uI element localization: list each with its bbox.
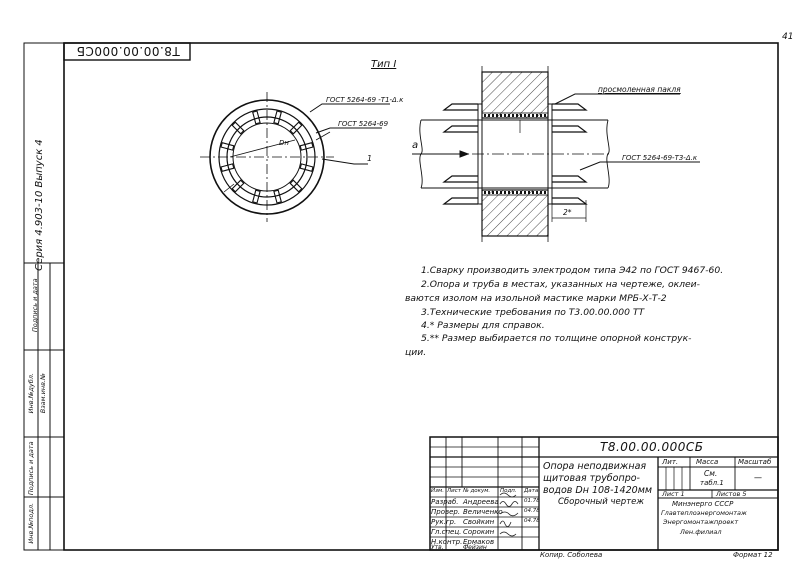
- mass-header: Масса: [696, 458, 719, 466]
- format-label: Формат 12: [733, 551, 773, 559]
- diameter-label: Dн: [279, 139, 289, 147]
- date: 04.78: [524, 508, 540, 514]
- tarred-tow-label: просмоленная пакля: [598, 85, 681, 94]
- title-line: Сборочный чертеж: [558, 497, 644, 507]
- role: Рук.гр.: [431, 518, 457, 526]
- col-header-list: Лист: [447, 488, 461, 494]
- left-strip-cell: Подпись и дата: [30, 278, 39, 333]
- rib: [232, 180, 244, 192]
- rib: [253, 190, 260, 203]
- front-view: [200, 92, 390, 222]
- note-line: 3.Технические требования по Т3.00.00.000 ТТ: [421, 307, 645, 318]
- mass-value: См.: [704, 469, 718, 478]
- org-line: Лен.филиал: [680, 528, 722, 536]
- doc-code: Т8.00.00.000СБ: [600, 440, 704, 454]
- name: Сорокин: [463, 528, 495, 536]
- note-line: 1.Сварку производить электродом типа Э42 по ГОСТ 9467-60.: [421, 265, 724, 276]
- page-number: 41: [782, 32, 794, 42]
- col-header-sign: Подп.: [500, 488, 517, 494]
- name: Ермаков: [463, 538, 495, 546]
- gost-weld-label-2: ГОСТ 5264-69-Т3-Δ.к: [622, 154, 698, 162]
- role: Провер.: [431, 508, 461, 516]
- lit-header: Лит.: [662, 458, 679, 466]
- role: Разраб.: [431, 498, 459, 506]
- left-strip-cell: Инв.№дубл.: [26, 373, 35, 414]
- date: 01.78: [524, 498, 540, 504]
- mass-value-2: табл.1: [700, 479, 724, 487]
- name: Фейзин: [463, 544, 487, 551]
- title-line: водов Dн 108-1420мм: [543, 485, 653, 496]
- note-line: ваются изолом на изольной мастике марки МРБ-Х-Т-2: [405, 293, 667, 304]
- note-line: ции.: [405, 347, 427, 358]
- org-line: Энергомонтажпроект: [663, 518, 739, 526]
- view-title: Тип I: [371, 59, 397, 70]
- col-header-date: Дата: [524, 488, 539, 494]
- rib: [290, 180, 302, 192]
- left-strip-cell: Взам.инв.№: [38, 373, 47, 414]
- signatures: [500, 493, 518, 536]
- series-label: Серия 4.903-10 Выпуск 4: [34, 139, 45, 271]
- role: Н.контр.: [431, 538, 463, 546]
- dimension-2: 2*: [563, 208, 572, 217]
- rib: [290, 122, 302, 134]
- rib: [300, 164, 313, 171]
- org-line: Минэнерго СССР: [672, 500, 734, 508]
- rotated-stamp-code: Т8.00.00.000СБ: [76, 44, 180, 58]
- copied-by: Копир. Соболева: [540, 551, 603, 559]
- name: Величенко: [463, 508, 503, 516]
- rib: [300, 143, 313, 150]
- callout-1: 1: [367, 154, 373, 163]
- rib: [253, 111, 260, 124]
- callout-a: а: [412, 140, 419, 151]
- note-line: 2.Опора и труба в местах, указанных на чертеже, оклеи-: [421, 279, 700, 290]
- rib: [232, 122, 244, 134]
- rib: [221, 164, 234, 171]
- scale-header: Масштаб: [738, 458, 772, 466]
- role: Утв.: [431, 544, 444, 551]
- sheet-label: Лист 1: [662, 490, 685, 498]
- gost-label: ГОСТ 5264-69: [338, 120, 389, 128]
- left-strip-cell: Подпись и дата: [26, 441, 35, 496]
- scale-value: —: [754, 473, 762, 482]
- name: Свойкин: [463, 518, 495, 526]
- sheets-label: Листов 5: [716, 490, 747, 498]
- note-line: 4.* Размеры для справок.: [421, 320, 545, 331]
- title-line: щитовая трубопро-: [543, 473, 640, 484]
- rib: [221, 143, 234, 150]
- rib: [274, 111, 281, 124]
- org-line: Главтеплоэнергомонтаж: [661, 509, 747, 517]
- name: Андреева: [463, 498, 499, 506]
- note-line: 5.** Размер выбирается по толщине опорной конструк-: [421, 333, 692, 344]
- date: 04.78: [524, 518, 540, 524]
- rib: [274, 190, 281, 203]
- role: Гл.спец.: [431, 528, 462, 536]
- gost-weld-label-1: ГОСТ 5264-69 -Т1-Δ.к: [326, 96, 404, 104]
- col-header-doc: № докум.: [463, 488, 491, 494]
- col-header-izm: Изм.: [431, 488, 444, 494]
- title-line: Опора неподвижная: [543, 461, 647, 472]
- left-strip-cell: Инв.№подл.: [26, 502, 35, 544]
